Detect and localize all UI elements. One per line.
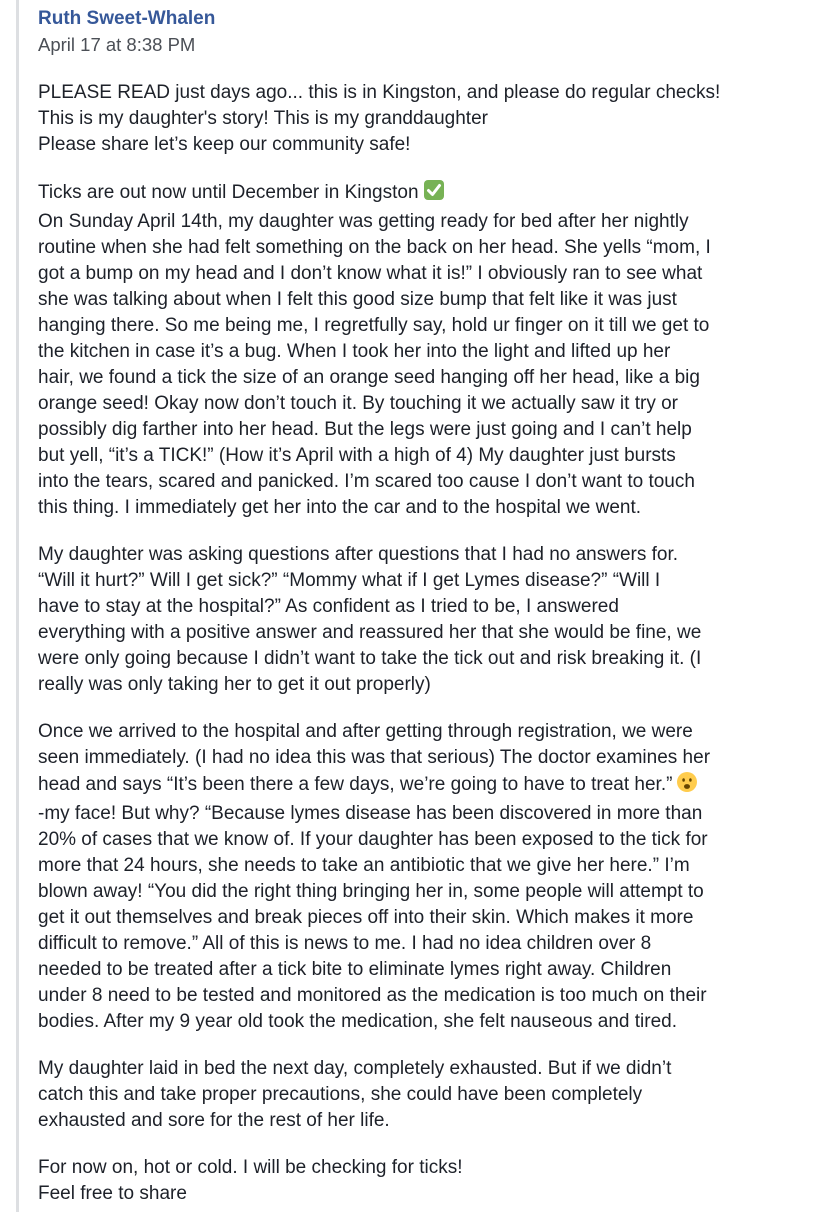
post-body bbox=[38, 80, 830, 1207]
paragraph-line: orange seed! Okay now don’t touch it. By touching it we actually saw it try or bbox=[38, 393, 678, 414]
paragraph-line: “Will it hurt?” Will I get sick?” “Mommy what if I get Lymes disease?” “Will I bbox=[38, 570, 661, 591]
post-timestamp-link[interactable]: April 17 at 8:38 PM bbox=[38, 34, 196, 55]
paragraph-line: For now on, hot or cold. I will be checking for ticks! bbox=[38, 1157, 463, 1178]
paragraph-line: On Sunday April 14th, my daughter was getting ready for bed after her nightly bbox=[38, 211, 689, 232]
paragraph-line: get it out themselves and break pieces off into their skin. Which makes it more bbox=[38, 907, 694, 928]
paragraph-line: but yell, “it’s a TICK!” (How it’s April with a high of 4) My daughter just bursts bbox=[38, 445, 676, 466]
paragraph-line: the kitchen in case it’s a bug. When I took her into the light and lifted up her bbox=[38, 341, 671, 362]
paragraph-1 bbox=[38, 80, 830, 158]
paragraph-line: really was only taking her to get it out properly) bbox=[38, 674, 431, 695]
paragraph-line: PLEASE READ just days ago... this is in Kingston, and please do regular checks! bbox=[38, 82, 721, 103]
paragraph-line: got a bump on my head and I don’t know what it is!” I obviously ran to see what bbox=[38, 263, 703, 284]
author-name-link[interactable]: Ruth Sweet-Whalen bbox=[38, 8, 216, 29]
paragraph-line-text: Ticks are out now until December in Kingston bbox=[38, 182, 419, 203]
paragraph-line-text: head and says “It’s been there a few days, we’re going to have to treat her.” bbox=[38, 774, 673, 795]
paragraph-line: Once we arrived to the hospital and after getting through registration, we were bbox=[38, 721, 693, 742]
quote-rule bbox=[16, 0, 19, 1212]
paragraph-line: she was talking about when I felt this good size bump that felt like it was just bbox=[38, 289, 677, 310]
paragraph-line: needed to be treated after a tick bite to eliminate lymes right away. Children bbox=[38, 959, 672, 980]
paragraph-line: hair, we found a tick the size of an orange seed hanging off her head, like a big bbox=[38, 367, 700, 388]
frowning-face-icon bbox=[676, 771, 698, 801]
paragraph-line: seen immediately. (I had no idea this was that serious) The doctor examines her bbox=[38, 747, 711, 768]
paragraph-line: this thing. I immediately get her into the car and to the hospital we went. bbox=[38, 497, 642, 518]
paragraph-line: -my face! But why? “Because lymes disease has been discovered in more than bbox=[38, 803, 703, 824]
paragraph-line: My daughter was asking questions after questions that I had no answers for. bbox=[38, 544, 679, 565]
paragraph-line: into the tears, scared and panicked. I’m scared too cause I don’t want to touch bbox=[38, 471, 695, 492]
paragraph-line: routine when she had felt something on the back on her head. She yells “mom, I bbox=[38, 237, 711, 258]
paragraph-line: hanging there. So me being me, I regretfully say, hold ur finger on it till we get to bbox=[38, 315, 710, 336]
paragraph-line: possibly dig farther into her head. But the legs were just going and I can’t help bbox=[38, 419, 692, 440]
paragraph-line: blown away! “You did the right thing bringing her in, some people will attempt to bbox=[38, 881, 704, 902]
paragraph-4 bbox=[38, 719, 830, 1035]
paragraph-line: bodies. After my 9 year old took the medication, she felt nauseous and tired. bbox=[38, 1011, 677, 1032]
paragraph-line: exhausted and sore for the rest of her life. bbox=[38, 1110, 390, 1131]
post bbox=[38, 6, 830, 1228]
paragraph-line: 20% of cases that we know of. If your daughter has been exposed to the tick for bbox=[38, 829, 708, 850]
paragraph-line: This is my daughter's story! This is my granddaughter bbox=[38, 108, 488, 129]
paragraph-3 bbox=[38, 542, 830, 698]
paragraph-line: Feel free to share bbox=[38, 1183, 187, 1204]
paragraph-line: under 8 need to be tested and monitored as the medication is too much on their bbox=[38, 985, 707, 1006]
paragraph-line: Please share let’s keep our community safe! bbox=[38, 134, 411, 155]
paragraph-5 bbox=[38, 1056, 830, 1134]
paragraph-line: have to stay at the hospital?” As confident as I tried to be, I answered bbox=[38, 596, 619, 617]
paragraph-line: difficult to remove.” All of this is news to me. I had no idea children over 8 bbox=[38, 933, 652, 954]
paragraph-line: everything with a positive answer and reassured her that she would be fine, we bbox=[38, 622, 702, 643]
paragraph-line: were only going because I didn’t want to take the tick out and risk breaking it. (I bbox=[38, 648, 702, 669]
check-mark-icon bbox=[423, 179, 445, 209]
paragraph-line: more that 24 hours, she needs to take an antibiotic that we give her here.” I’m bbox=[38, 855, 690, 876]
paragraph-line-with-emoji bbox=[38, 179, 830, 209]
paragraph-6 bbox=[38, 1155, 830, 1207]
paragraph-line: catch this and take proper precautions, she could have been completely bbox=[38, 1084, 643, 1105]
paragraph-2 bbox=[38, 179, 830, 521]
paragraph-line: My daughter laid in bed the next day, completely exhausted. But if we didn’t bbox=[38, 1058, 672, 1079]
paragraph-line-with-emoji bbox=[38, 771, 830, 801]
